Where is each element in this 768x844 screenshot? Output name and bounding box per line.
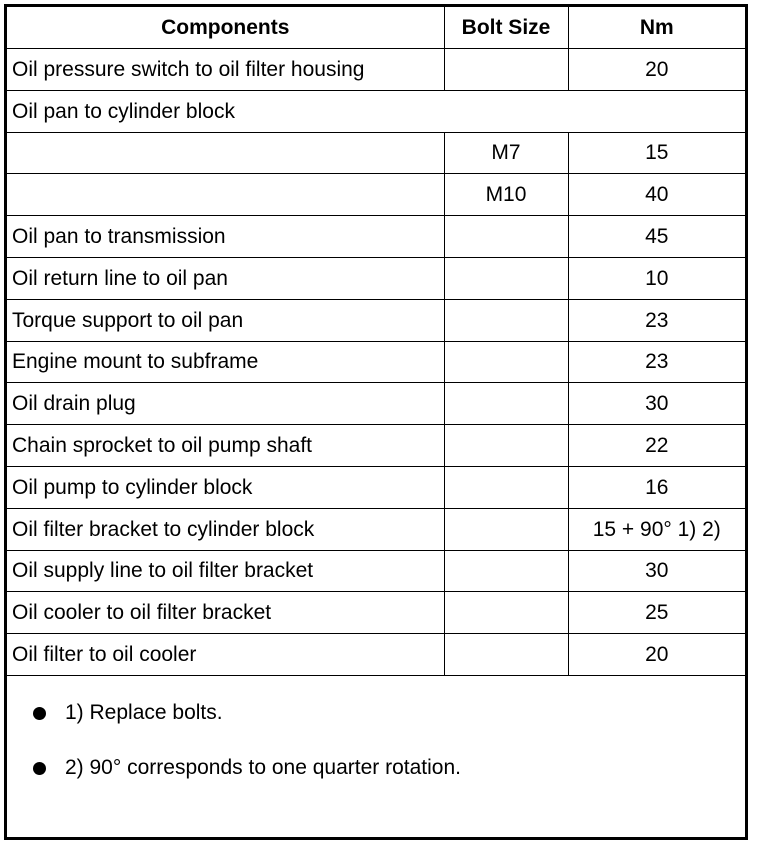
table-row xyxy=(7,383,745,425)
component-cell: Oil pan to transmission xyxy=(7,216,444,258)
torque-cell: 20 xyxy=(568,49,745,91)
torque-cell: 15 + 90° 1) 2) xyxy=(568,508,745,550)
table-row xyxy=(7,508,745,550)
bolt-size-cell xyxy=(444,299,568,341)
torque-cell: 23 xyxy=(568,341,745,383)
component-cell xyxy=(7,132,444,174)
component-cell: Engine mount to subframe xyxy=(7,341,444,383)
bolt-size-cell xyxy=(444,49,568,91)
torque-cell: 10 xyxy=(568,257,745,299)
component-cell: Oil cooler to oil filter bracket xyxy=(7,592,444,634)
footnotes xyxy=(7,687,745,837)
footnote-text: 2) 90° corresponds to one quarter rotation. xyxy=(65,756,461,779)
table-row xyxy=(7,216,745,258)
component-cell: Oil filter bracket to cylinder block xyxy=(7,508,444,550)
bullet-icon xyxy=(33,707,46,720)
table-row xyxy=(7,299,745,341)
torque-cell: 20 xyxy=(568,634,745,676)
component-cell: Oil drain plug xyxy=(7,383,444,425)
table-row xyxy=(7,174,745,216)
bolt-size-cell xyxy=(444,383,568,425)
table-row xyxy=(7,550,745,592)
bolt-size-cell: M7 xyxy=(444,132,568,174)
component-group-cell: Oil pan to cylinder block xyxy=(7,90,745,132)
header-components: Components xyxy=(7,7,444,49)
table-row xyxy=(7,49,745,91)
bolt-size-cell xyxy=(444,550,568,592)
component-cell: Oil return line to oil pan xyxy=(7,257,444,299)
table-row xyxy=(7,341,745,383)
torque-cell: 30 xyxy=(568,383,745,425)
torque-spec-table xyxy=(7,7,745,676)
torque-cell: 23 xyxy=(568,299,745,341)
bolt-size-cell xyxy=(444,466,568,508)
table-row-group-heading xyxy=(7,90,745,132)
bolt-size-cell xyxy=(444,634,568,676)
header-bolt-size: Bolt Size xyxy=(444,7,568,49)
footnote-text: 1) Replace bolts. xyxy=(65,701,223,724)
torque-cell: 16 xyxy=(568,466,745,508)
torque-cell: 25 xyxy=(568,592,745,634)
footnote-item xyxy=(33,701,223,725)
table-row xyxy=(7,592,745,634)
component-cell: Oil filter to oil cooler xyxy=(7,634,444,676)
table-header-row xyxy=(7,7,745,49)
bolt-size-cell xyxy=(444,216,568,258)
bolt-size-cell xyxy=(444,257,568,299)
table-row xyxy=(7,466,745,508)
component-cell: Chain sprocket to oil pump shaft xyxy=(7,425,444,467)
footnote-item xyxy=(33,756,461,780)
bolt-size-cell xyxy=(444,425,568,467)
table-row xyxy=(7,132,745,174)
bolt-size-cell: M10 xyxy=(444,174,568,216)
torque-cell: 45 xyxy=(568,216,745,258)
bullet-icon xyxy=(33,762,46,775)
component-cell: Torque support to oil pan xyxy=(7,299,444,341)
torque-cell: 22 xyxy=(568,425,745,467)
component-cell: Oil supply line to oil filter bracket xyxy=(7,550,444,592)
table-row xyxy=(7,257,745,299)
bolt-size-cell xyxy=(444,341,568,383)
component-cell: Oil pressure switch to oil filter housing xyxy=(7,49,444,91)
torque-cell: 15 xyxy=(568,132,745,174)
torque-cell: 30 xyxy=(568,550,745,592)
component-cell: Oil pump to cylinder block xyxy=(7,466,444,508)
bolt-size-cell xyxy=(444,592,568,634)
bolt-size-cell xyxy=(444,508,568,550)
table-row xyxy=(7,634,745,676)
header-nm: Nm xyxy=(568,7,745,49)
torque-spec-table-frame xyxy=(4,4,748,840)
table-row xyxy=(7,425,745,467)
component-cell xyxy=(7,174,444,216)
torque-cell: 40 xyxy=(568,174,745,216)
